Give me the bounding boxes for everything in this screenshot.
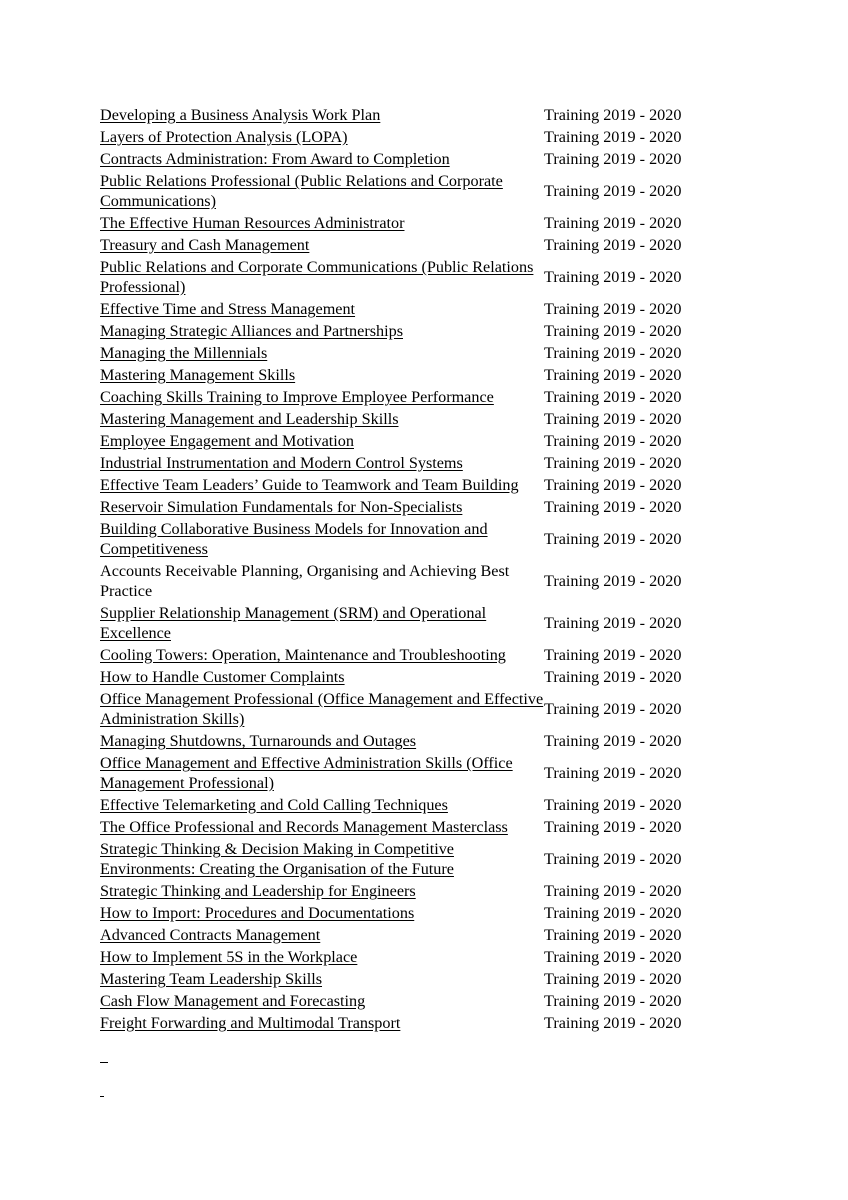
course-title-link[interactable]: Supplier Relationship Management (SRM) and Operational Excellence <box>100 604 487 642</box>
course-category: Training 2019 - 2020 <box>544 732 682 750</box>
course-title-link[interactable]: Cooling Towers: Operation, Maintenance and Troubleshooting <box>100 646 506 664</box>
course-row <box>100 408 700 430</box>
course-title-cell <box>100 881 544 901</box>
course-title-cell <box>100 795 544 815</box>
course-row <box>100 234 700 256</box>
course-category: Training 2019 - 2020 <box>544 530 682 548</box>
course-category: Training 2019 - 2020 <box>544 344 682 362</box>
course-category: Training 2019 - 2020 <box>544 764 682 782</box>
course-row <box>100 666 700 688</box>
course-title-link[interactable]: Reservoir Simulation Fundamentals for Non-Specialists <box>100 498 463 516</box>
course-title-link[interactable]: Public Relations and Corporate Communications (Public Relations Professional) <box>100 258 534 296</box>
course-category: Training 2019 - 2020 <box>544 388 682 406</box>
course-title-link[interactable]: Building Collaborative Business Models for Innovation and Competitiveness <box>100 520 488 558</box>
course-title-link[interactable]: Managing Strategic Alliances and Partnerships <box>100 322 403 340</box>
trailing-link-2[interactable] <box>100 1082 104 1100</box>
course-category: Training 2019 - 2020 <box>544 214 682 232</box>
course-title-cell <box>100 645 544 665</box>
course-title-link[interactable]: Employee Engagement and Motivation <box>100 432 354 450</box>
course-row <box>100 126 700 148</box>
course-title-link[interactable]: Office Management Professional (Office Management and Effective Administration Skills) <box>100 690 544 728</box>
course-category: Training 2019 - 2020 <box>544 476 682 494</box>
course-title-cell <box>100 839 544 879</box>
course-title-cell <box>100 519 544 559</box>
course-title-link[interactable]: Strategic Thinking & Decision Making in Competitive Environments: Creating the Organisation of the Future <box>100 840 454 878</box>
course-title-link[interactable]: Mastering Team Leadership Skills <box>100 970 323 988</box>
course-row <box>100 880 700 902</box>
course-category: Training 2019 - 2020 <box>544 236 682 254</box>
course-title-link[interactable]: Office Management and Effective Administration Skills (Office Management Professional) <box>100 754 513 792</box>
course-row <box>100 752 700 794</box>
course-title-link[interactable]: Developing a Business Analysis Work Plan <box>100 106 381 124</box>
course-row <box>100 902 700 924</box>
course-row <box>100 342 700 364</box>
course-title-cell <box>100 753 544 793</box>
course-category: Training 2019 - 2020 <box>544 850 682 868</box>
course-title-link[interactable]: Coaching Skills Training to Improve Employee Performance <box>100 388 494 406</box>
course-title-link[interactable]: Layers of Protection Analysis (LOPA) <box>100 128 348 146</box>
course-title-cell <box>100 343 544 363</box>
course-row <box>100 518 700 560</box>
course-category: Training 2019 - 2020 <box>544 948 682 966</box>
course-title-cell <box>100 689 544 729</box>
course-title-link[interactable]: The Effective Human Resources Administrator <box>100 214 405 232</box>
course-table <box>100 104 700 1034</box>
course-row <box>100 256 700 298</box>
course-title-link[interactable]: Freight Forwarding and Multimodal Transport <box>100 1014 401 1032</box>
course-title-cell <box>100 299 544 319</box>
course-category: Training 2019 - 2020 <box>544 432 682 450</box>
course-row <box>100 730 700 752</box>
course-row <box>100 320 700 342</box>
course-title-cell <box>100 409 544 429</box>
course-row <box>100 104 700 126</box>
course-row <box>100 430 700 452</box>
course-title-link[interactable]: Strategic Thinking and Leadership for Engineers <box>100 882 416 900</box>
course-title-link[interactable]: How to Implement 5S in the Workplace <box>100 948 358 966</box>
course-row <box>100 560 700 602</box>
course-row <box>100 452 700 474</box>
course-title-link[interactable]: Effective Telemarketing and Cold Calling Techniques <box>100 796 448 814</box>
course-title-cell <box>100 561 544 601</box>
course-category: Training 2019 - 2020 <box>544 882 682 900</box>
course-category: Training 2019 - 2020 <box>544 300 682 318</box>
course-category: Training 2019 - 2020 <box>544 700 682 718</box>
course-title-link[interactable]: Contracts Administration: From Award to Completion <box>100 150 450 168</box>
course-row <box>100 148 700 170</box>
course-category: Training 2019 - 2020 <box>544 904 682 922</box>
trailing-link-1[interactable] <box>100 1048 108 1066</box>
course-row <box>100 364 700 386</box>
course-title-cell <box>100 947 544 967</box>
course-row <box>100 794 700 816</box>
course-row <box>100 170 700 212</box>
course-row <box>100 990 700 1012</box>
course-title-cell <box>100 321 544 341</box>
course-title-cell <box>100 365 544 385</box>
course-title-link[interactable]: Mastering Management and Leadership Skills <box>100 410 399 428</box>
course-category: Training 2019 - 2020 <box>544 106 682 124</box>
course-title-cell <box>100 603 544 643</box>
course-title-link[interactable]: Managing the Millennials <box>100 344 268 362</box>
course-title-cell <box>100 149 544 169</box>
course-row <box>100 924 700 946</box>
course-title-cell <box>100 991 544 1011</box>
course-title-link[interactable]: How to Import: Procedures and Documentations <box>100 904 415 922</box>
course-title-link[interactable]: Public Relations Professional (Public Relations and Corporate Communications) <box>100 172 503 210</box>
course-title-cell <box>100 387 544 407</box>
course-row <box>100 474 700 496</box>
course-title-cell <box>100 453 544 473</box>
course-row <box>100 946 700 968</box>
course-category: Training 2019 - 2020 <box>544 818 682 836</box>
course-title-link[interactable]: Effective Team Leaders’ Guide to Teamwork and Team Building <box>100 476 519 494</box>
course-title-link[interactable]: Effective Time and Stress Management <box>100 300 356 318</box>
course-category: Training 2019 - 2020 <box>544 970 682 988</box>
course-title-link[interactable]: Managing Shutdowns, Turnarounds and Outages <box>100 732 417 750</box>
course-title-cell <box>100 431 544 451</box>
course-category: Training 2019 - 2020 <box>544 268 682 286</box>
course-category: Training 2019 - 2020 <box>544 498 682 516</box>
course-row <box>100 968 700 990</box>
course-category: Training 2019 - 2020 <box>544 1014 682 1032</box>
course-category: Training 2019 - 2020 <box>544 128 682 146</box>
course-category: Training 2019 - 2020 <box>544 926 682 944</box>
course-title-link[interactable]: Advanced Contracts Management <box>100 926 321 944</box>
course-category: Training 2019 - 2020 <box>544 796 682 814</box>
course-title-cell <box>100 235 544 255</box>
course-title-link[interactable]: How to Handle Customer Complaints <box>100 668 345 686</box>
course-title-cell <box>100 903 544 923</box>
course-row <box>100 386 700 408</box>
course-category: Training 2019 - 2020 <box>544 322 682 340</box>
course-title-cell <box>100 127 544 147</box>
course-row <box>100 212 700 234</box>
course-title-link[interactable]: Cash Flow Management and Forecasting <box>100 992 366 1010</box>
course-category: Training 2019 - 2020 <box>544 150 682 168</box>
course-title-cell <box>100 497 544 517</box>
course-row <box>100 838 700 880</box>
course-row <box>100 496 700 518</box>
course-category: Training 2019 - 2020 <box>544 182 682 200</box>
course-row <box>100 644 700 666</box>
course-title-link[interactable]: Industrial Instrumentation and Modern Control Systems <box>100 454 463 472</box>
course-title-cell <box>100 257 544 297</box>
course-row <box>100 688 700 730</box>
course-title-cell <box>100 731 544 751</box>
course-category: Training 2019 - 2020 <box>544 992 682 1010</box>
course-title-cell <box>100 969 544 989</box>
course-title-cell <box>100 213 544 233</box>
course-category: Training 2019 - 2020 <box>544 614 682 632</box>
course-title-cell <box>100 817 544 837</box>
course-category: Training 2019 - 2020 <box>544 410 682 428</box>
course-title-cell <box>100 667 544 687</box>
course-category: Training 2019 - 2020 <box>544 366 682 384</box>
course-title-cell <box>100 475 544 495</box>
course-row <box>100 816 700 838</box>
course-title-cell <box>100 925 544 945</box>
course-category: Training 2019 - 2020 <box>544 572 682 590</box>
course-title-link[interactable]: Mastering Management Skills <box>100 366 296 384</box>
course-title-cell <box>100 171 544 211</box>
course-title-link[interactable]: The Office Professional and Records Management Masterclass <box>100 818 508 836</box>
course-category: Training 2019 - 2020 <box>544 646 682 664</box>
course-title-cell <box>100 105 544 125</box>
course-title-cell <box>100 1013 544 1033</box>
course-title-text: Accounts Receivable Planning, Organising and Achieving Best Practice <box>100 562 510 600</box>
course-row <box>100 1012 700 1034</box>
course-row <box>100 602 700 644</box>
course-category: Training 2019 - 2020 <box>544 454 682 472</box>
course-category: Training 2019 - 2020 <box>544 668 682 686</box>
course-title-link[interactable]: Treasury and Cash Management <box>100 236 310 254</box>
course-row <box>100 298 700 320</box>
